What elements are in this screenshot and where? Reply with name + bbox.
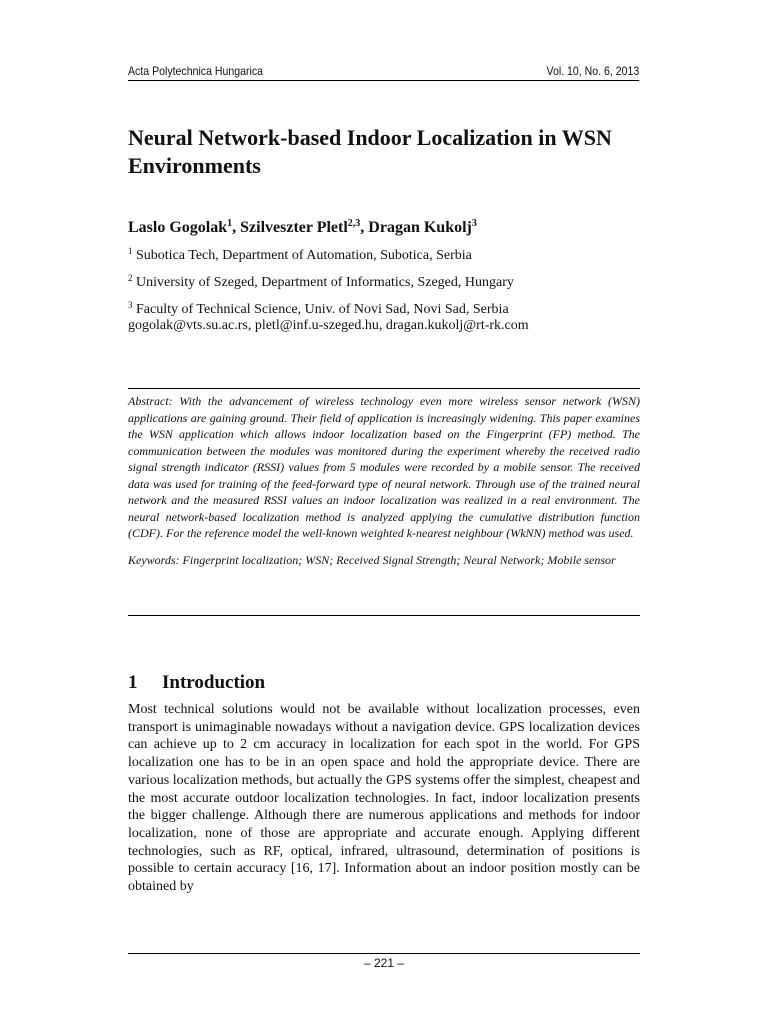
journal-name: Acta Polytechnica Hungarica xyxy=(128,64,264,78)
author-name: Dragan Kukolj xyxy=(368,219,472,236)
author-separator: , xyxy=(360,219,369,236)
keywords: Keywords: Fingerprint localization; WSN; Received Signal Strength; Neural Network; Mobile sensor xyxy=(128,552,616,567)
affiliation-text: Subotica Tech, Department of Automation, Subotica, Serbia xyxy=(136,248,472,263)
section-heading xyxy=(128,672,265,694)
affiliation xyxy=(128,302,648,318)
section-body: Most technical solutions would not be available without localization processes, even transport is unimaginable nowadays without a navigation device. GPS localization devices can achieve up to 2 cm accuracy in localization for each spot in the world. For GPS localization one has to be in an open space and hold the appropriate device. There are various localization methods, but actually the GPS systems offer the simplest, cheapest and the most accurate outdoor localization technologies. In fact, indoor localization presents the bigger challenge. Although there are numerous applications and methods for indoor localization, none of those are appropriate and accurate enough. Applying different technologies, such as RF, optical, infrared, ultrasound, determination of positions is possible to certain accuracy [16, 17]. Information about an indoor position mostly can be obtained by xyxy=(128,702,640,895)
affiliation-marker: 2 xyxy=(128,273,133,283)
volume-info: Vol. 10, No. 6, 2013 xyxy=(546,64,640,78)
author-affiliation-marker: 3 xyxy=(471,218,477,229)
author-name: Szilveszter Pletl xyxy=(240,219,348,236)
author-emails: gogolak@vts.su.ac.rs, pletl@inf.u-szeged.hu, dragan.kukolj@rt-rk.com xyxy=(128,318,529,333)
affiliation-marker: 1 xyxy=(128,246,133,256)
author-affiliation-marker: 1 xyxy=(227,218,233,229)
author-name: Laslo Gogolak xyxy=(128,219,228,236)
section-title: Introduction xyxy=(162,672,266,693)
page-number: – 221 – xyxy=(363,956,405,970)
running-header xyxy=(128,64,639,81)
author-list xyxy=(128,219,648,237)
affiliation xyxy=(128,248,648,264)
affiliation-marker: 3 xyxy=(128,300,133,310)
paper-title: Neural Network-based Indoor Localization in WSN Environments xyxy=(128,125,612,178)
abstract-box xyxy=(128,388,640,616)
author-separator: , xyxy=(232,219,241,236)
author-affiliation-marker: 2,3 xyxy=(347,218,361,229)
affiliation-text: Faculty of Technical Science, Univ. of Novi Sad, Novi Sad, Serbia xyxy=(136,302,509,317)
section-number: 1 xyxy=(128,672,138,693)
footer-rule xyxy=(128,953,640,954)
abstract: Abstract: With the advancement of wireless technology even more wireless sensor network (WSN) applications are gaining ground. Their field of application is increasingly widening. This paper examines the WSN application which allows indoor localization based on the Fingerprint (FP) method. The communication between the modules was monitored during the experiment whereby the received radio signal strength indicator (RSSI) values from 5 modules were recorded by a mobile sensor. The received data was used for training of the feed-forward type of neural network. Through use of the trained neural network and the measured RSSI values an indoor localization was realized in a real environment. The neural network-based localization method is analyzed applying the cumulative distribution function (CDF). For the reference model the well-known weighted k-nearest neighbour (WkNN) method was used. xyxy=(128,394,640,540)
affiliation-text: University of Szeged, Department of Informatics, Szeged, Hungary xyxy=(136,275,514,290)
affiliation xyxy=(128,275,648,291)
